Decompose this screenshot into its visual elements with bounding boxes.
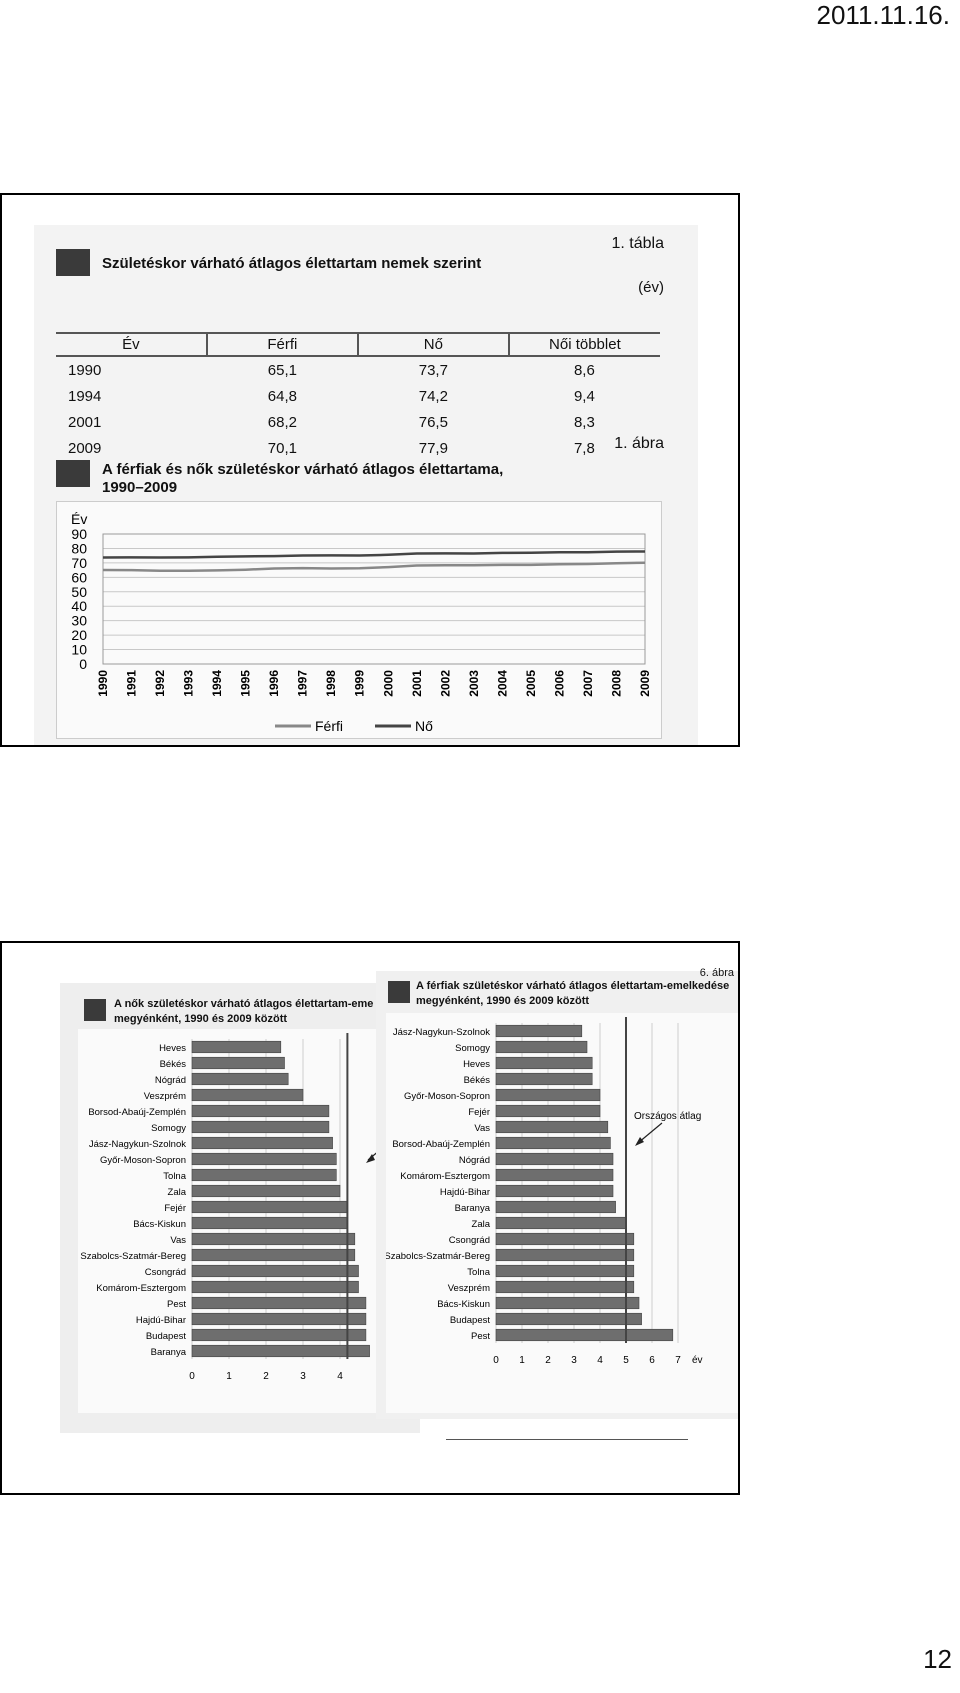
table-cell: 74,2 — [418, 387, 448, 405]
x-tick-label: 2 — [263, 1371, 269, 1382]
y-tick-label: 80 — [71, 540, 87, 557]
title-marker-icon — [388, 981, 410, 1003]
table-row — [56, 409, 660, 435]
col-female: Nő — [358, 333, 509, 356]
x-tick-label: 1992 — [153, 670, 168, 697]
right-chart-box — [386, 1013, 738, 1413]
legend-label: Nő — [415, 718, 433, 734]
bar — [496, 1329, 673, 1341]
x-tick-label: 4 — [597, 1355, 603, 1366]
table-cell: 73,7 — [418, 361, 448, 379]
bar — [192, 1057, 285, 1069]
x-tick-label: 2006 — [552, 670, 567, 697]
table-unit: (év) — [638, 279, 664, 296]
category-label: Jász-Nagykun-Szolnok — [392, 1027, 490, 1038]
y-tick-label: 40 — [71, 598, 87, 615]
page-number: 12 — [923, 1644, 952, 1674]
bar — [192, 1185, 340, 1197]
right-chart-panel — [376, 967, 738, 1419]
title-marker-icon — [84, 999, 106, 1021]
bar — [496, 1105, 600, 1117]
y-tick-label: 60 — [71, 569, 87, 586]
y-tick-label: 50 — [71, 583, 87, 600]
bar — [496, 1137, 610, 1149]
bar — [496, 1217, 626, 1229]
x-tick-label: 1994 — [210, 670, 225, 697]
bar — [496, 1281, 634, 1293]
category-label: Tolna — [163, 1171, 186, 1182]
x-tick-label: 2008 — [609, 670, 624, 697]
y-tick-label: 70 — [71, 554, 87, 571]
category-label: Győr-Moson-Sopron — [403, 1091, 490, 1102]
left-title-line-1: A nők születéskor várható átlagos élettartam-eme — [114, 998, 374, 1010]
category-label: Nógrád — [458, 1155, 490, 1166]
category-label: Vas — [474, 1123, 490, 1134]
figure-title-line-2: 1990–2009 — [102, 479, 178, 496]
category-label: Heves — [159, 1043, 186, 1054]
x-tick-label: 2003 — [466, 670, 481, 697]
bar — [496, 1153, 613, 1165]
category-label: Fejér — [468, 1107, 490, 1118]
bar — [496, 1089, 600, 1101]
table-cell: 9,4 — [573, 387, 595, 405]
category-label: Somogy — [151, 1123, 186, 1134]
life-expectancy-table — [56, 332, 660, 461]
x-tick-label: 1993 — [181, 670, 196, 697]
bar — [192, 1105, 329, 1117]
table-cell: 64,8 — [267, 387, 297, 405]
bar — [192, 1265, 359, 1277]
x-tick-label: 1991 — [124, 670, 139, 697]
right-figure-label: 6. ábra — [699, 967, 734, 979]
category-label: Csongrád — [144, 1267, 186, 1278]
category-label: Veszprém — [143, 1091, 186, 1102]
table-header-row — [56, 333, 660, 356]
bar — [192, 1297, 366, 1309]
table-title: Születéskor várható átlagos élettartam nemek szerint — [102, 255, 482, 272]
table-row — [56, 435, 660, 461]
category-label: Borsod-Abaúj-Zemplén — [392, 1139, 490, 1150]
legend-label: Férfi — [315, 718, 343, 734]
bar — [496, 1025, 582, 1037]
category-label: Budapest — [449, 1315, 490, 1326]
table-cell: 1994 — [68, 387, 102, 405]
y-axis-label: Év — [71, 511, 88, 527]
x-tick-label: 1999 — [352, 670, 367, 697]
bar — [496, 1201, 616, 1213]
bar — [192, 1201, 347, 1213]
x-tick-label: 3 — [571, 1355, 577, 1366]
category-label: Jász-Nagykun-Szolnok — [88, 1139, 186, 1150]
slide-1-panel — [34, 225, 698, 745]
bar — [496, 1073, 592, 1085]
left-chart-panel — [60, 983, 420, 1433]
bar — [192, 1089, 303, 1101]
y-tick-label: 0 — [79, 656, 87, 672]
average-annotation: Országos átlag — [634, 1111, 702, 1122]
category-label: Budapest — [145, 1331, 186, 1342]
category-label: Borsod-Abaúj-Zemplén — [88, 1107, 186, 1118]
category-label: Baranya — [454, 1203, 490, 1214]
bar — [192, 1249, 355, 1261]
x-tick-label: 1 — [519, 1355, 525, 1366]
table-row — [56, 356, 660, 383]
category-label: Somogy — [455, 1043, 490, 1054]
bar — [192, 1345, 370, 1357]
table-cell: 68,2 — [267, 413, 297, 431]
bar — [496, 1297, 639, 1309]
bar — [192, 1217, 347, 1229]
category-label: Bács-Kiskun — [133, 1219, 186, 1230]
category-label: Tolna — [467, 1267, 490, 1278]
x-tick-label: 1996 — [267, 670, 282, 697]
x-tick-label: 2007 — [580, 670, 595, 697]
category-label: Nógrád — [154, 1075, 186, 1086]
title-marker-icon — [56, 460, 90, 487]
right-chart-title — [416, 979, 729, 1009]
plot-area — [103, 534, 645, 664]
line-chart — [57, 502, 661, 738]
line-chart-box — [56, 501, 662, 739]
x-tick-label: 2 — [545, 1355, 551, 1366]
table-cell: 8,6 — [573, 361, 595, 379]
bar — [496, 1169, 613, 1181]
category-label: Szabolcs-Szatmár-Bereg — [80, 1251, 186, 1262]
col-male: Férfi — [207, 333, 358, 356]
x-tick-label: 4 — [337, 1371, 343, 1382]
x-tick-label: 2001 — [409, 670, 424, 697]
category-label: Komárom-Esztergom — [96, 1283, 186, 1294]
x-tick-label: 1995 — [238, 670, 253, 697]
table-row — [56, 383, 660, 409]
x-tick-label: 0 — [493, 1355, 499, 1366]
slide-2 — [0, 941, 740, 1495]
series-line-f-rfi — [103, 563, 645, 571]
x-tick-label: 1 — [226, 1371, 232, 1382]
category-label: Vas — [170, 1235, 186, 1246]
x-tick-label: 1990 — [96, 670, 110, 697]
series-line-n- — [103, 552, 645, 558]
x-tick-label: 2005 — [523, 670, 538, 697]
x-tick-label: 2004 — [495, 670, 510, 697]
table-cell: 77,9 — [418, 439, 448, 457]
col-year: Év — [56, 333, 207, 356]
divider — [446, 1439, 688, 1440]
x-tick-label: 1997 — [295, 670, 310, 697]
right-title-line-2: megyénként, 1990 és 2009 között — [416, 995, 590, 1007]
category-label: Hajdú-Bihar — [439, 1187, 490, 1198]
table-cell: 7,8 — [573, 439, 595, 457]
bar — [192, 1041, 281, 1053]
category-label: Pest — [166, 1299, 186, 1310]
slide-date: 2011.11.16. — [816, 0, 950, 30]
bar — [192, 1281, 359, 1293]
bar — [192, 1153, 336, 1165]
bar — [496, 1249, 634, 1261]
category-label: Zala — [471, 1219, 490, 1230]
right-title-line-1: A férfiak születéskor várható átlagos élettartam-emelkedése — [416, 980, 730, 992]
category-label: Békés — [463, 1075, 490, 1086]
category-label: Heves — [463, 1059, 490, 1070]
bar — [496, 1185, 613, 1197]
y-tick-label: 90 — [71, 526, 87, 542]
bar — [192, 1073, 288, 1085]
category-label: Pest — [470, 1331, 490, 1342]
x-tick-label: 5 — [623, 1355, 629, 1366]
category-label: Baranya — [150, 1347, 186, 1358]
table-label: 1. tábla — [611, 235, 664, 252]
x-tick-label: 2000 — [381, 670, 396, 697]
category-label: Győr-Moson-Sopron — [99, 1155, 186, 1166]
left-chart-title — [114, 997, 373, 1027]
category-label: Zala — [167, 1187, 186, 1198]
x-tick-label: 0 — [189, 1371, 195, 1382]
left-chart-box — [78, 1029, 418, 1413]
category-label: Békés — [159, 1059, 186, 1070]
bar — [496, 1265, 634, 1277]
bar — [192, 1169, 336, 1181]
bar — [496, 1233, 634, 1245]
x-tick-label: 6 — [649, 1355, 655, 1366]
x-tick-label: 1998 — [324, 670, 339, 697]
table-cell: 76,5 — [418, 413, 448, 431]
bar — [192, 1233, 355, 1245]
x-tick-label: 3 — [300, 1371, 306, 1382]
category-label: Csongrád — [448, 1235, 490, 1246]
category-label: Hajdú-Bihar — [135, 1315, 186, 1326]
col-female-surplus: Női többlet — [509, 333, 660, 356]
bar — [496, 1041, 587, 1053]
bar — [496, 1057, 592, 1069]
male-bar-chart — [386, 1013, 738, 1413]
table-cell: 65,1 — [267, 361, 297, 379]
x-axis-unit: év — [692, 1355, 703, 1366]
bar — [192, 1329, 366, 1341]
bar — [192, 1121, 329, 1133]
category-label: Bács-Kiskun — [437, 1299, 490, 1310]
category-label: Komárom-Esztergom — [400, 1171, 490, 1182]
bar — [496, 1313, 642, 1325]
figure-label: 1. ábra — [614, 435, 664, 452]
bar — [192, 1313, 366, 1325]
table-cell: 2009 — [68, 439, 102, 457]
slide-1 — [0, 193, 740, 747]
left-title-line-2: megyénként, 1990 és 2009 között — [114, 1013, 288, 1025]
table-cell: 1990 — [68, 361, 102, 379]
y-tick-label: 10 — [71, 641, 87, 658]
table-cell: 8,3 — [573, 413, 595, 431]
bar — [496, 1121, 608, 1133]
title-marker-icon — [56, 249, 90, 276]
female-bar-chart — [78, 1029, 418, 1413]
x-tick-label: 2009 — [638, 670, 652, 697]
figure-title — [102, 461, 503, 497]
category-label: Veszprém — [447, 1283, 490, 1294]
table-cell: 2001 — [68, 413, 102, 431]
bar — [192, 1137, 333, 1149]
x-tick-label: 7 — [675, 1355, 681, 1366]
category-label: Szabolcs-Szatmár-Bereg — [386, 1251, 490, 1262]
y-tick-label: 20 — [71, 627, 87, 644]
category-label: Fejér — [164, 1203, 186, 1214]
table-cell: 70,1 — [267, 439, 297, 457]
x-tick-label: 2002 — [438, 670, 453, 697]
figure-title-line-1: A férfiak és nők születéskor várható átlagos élettartama, — [102, 461, 504, 478]
y-tick-label: 30 — [71, 612, 87, 629]
